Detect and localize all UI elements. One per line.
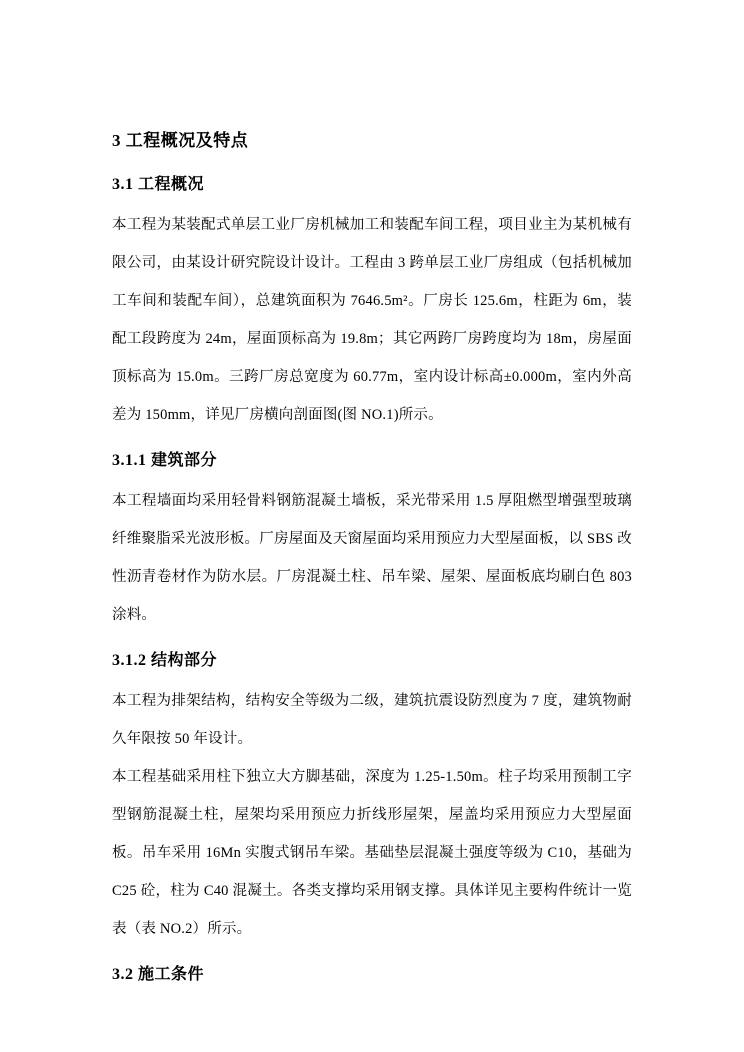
heading-section-3-1: 3.1 工程概况: [112, 176, 205, 193]
paragraph-architecture: 本工程墙面均采用轻骨料钢筋混凝土墙板，采光带采用 1.5 厚阻燃型增强型玻璃纤维聚脂采光波形板。厂房屋面及天窗屋面均采用预应力大型屋面板，以 SBS 改性沥青卷材作为防水层。厂房混凝土柱、吊车梁、屋架、屋面板底均刷白色 803 涂料。: [112, 493, 632, 623]
heading-chapter-3: 3 工程概况及特点: [112, 131, 249, 150]
paragraph-structure-1: 本工程为排架结构，结构安全等级为二级，建筑抗震设防烈度为 7 度，建筑物耐久年限按 50 年设计。: [112, 693, 632, 747]
heading-section-3-2: 3.2 施工条件: [112, 966, 205, 983]
heading-section-3-1-1: 3.1.1 建筑部分: [112, 452, 218, 469]
paragraph-project-overview: 本工程为某装配式单层工业厂房机械加工和装配车间工程，项目业主为某机械有限公司，由某设计研究院设计设计。工程由 3 跨单层工业厂房组成（包括机械加工车间和装配车间），总建筑面积为 7646.5m²。厂房长 125.6m，柱距为 6m，装配工段跨度为 24m，屋面顶标高为 19.8m；其它两跨厂房跨度均为 18m，房屋面顶标高为 15.0m。三跨厂房总宽度为 60.77m，室内设计标高±0.000m，室内外高差为 150mm，详见厂房横向剖面图(图 NO.1)所示。: [112, 217, 632, 423]
heading-section-3-1-2: 3.1.2 结构部分: [112, 652, 218, 669]
paragraph-structure-2: 本工程基础采用柱下独立大方脚基础，深度为 1.25-1.50m。柱子均采用预制工字型钢筋混凝土柱，屋架均采用预应力折线形屋架，屋盖均采用预应力大型屋面板。吊车采用 16Mn 实腹式钢吊车梁。基础垫层混凝土强度等级为 C10，基础为 C25 砼，柱为 C40 混凝土。各类支撑均采用钢支撑。具体详见主要构件统计一览表（表 NO.2）所示。: [112, 769, 632, 937]
